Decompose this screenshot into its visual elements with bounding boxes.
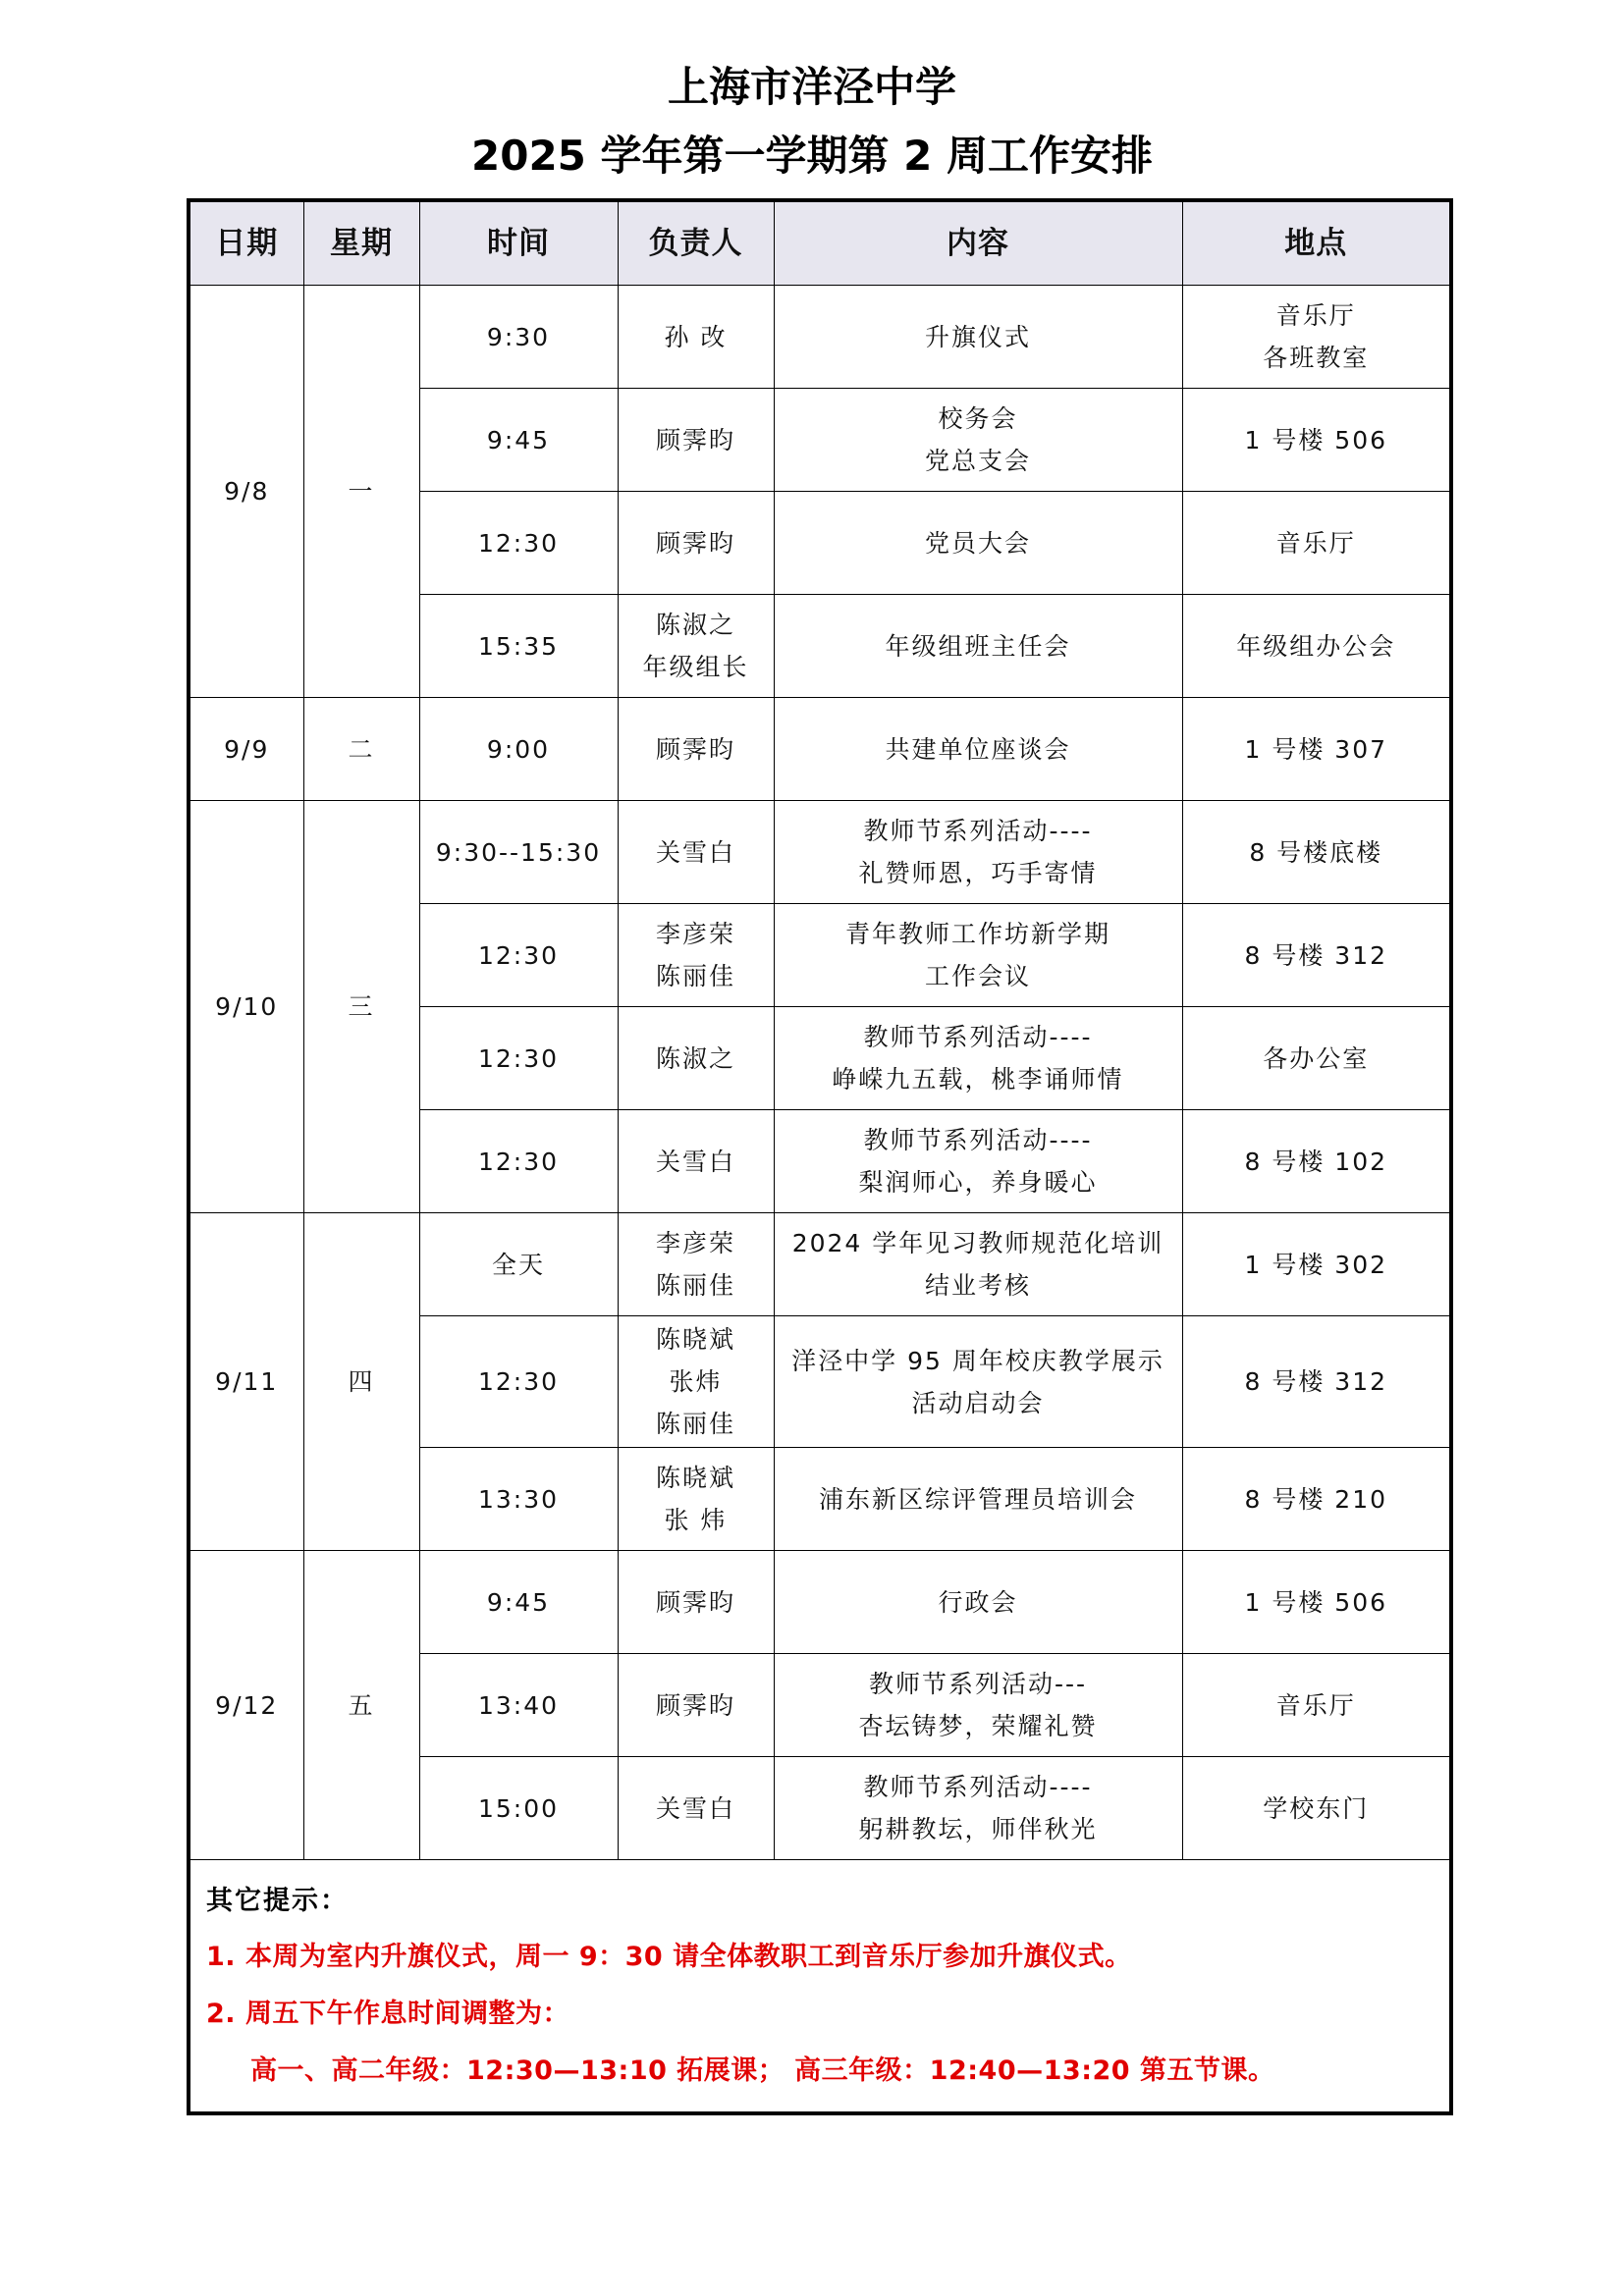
place-cell: [1182, 1110, 1451, 1213]
time-cell: 12:30: [419, 492, 618, 595]
place-cell-line: 音乐厅: [1275, 301, 1356, 330]
place-cell-line: 8 号楼底楼: [1249, 837, 1383, 867]
content-cell-line: 礼赞师恩，巧手寄情: [858, 859, 1098, 887]
time-cell: 12:30: [419, 1110, 618, 1213]
person-cell-line: 陈晓斌: [655, 1325, 735, 1354]
person-cell: [618, 1551, 774, 1654]
header-content: 内容: [774, 200, 1182, 286]
time-cell: 12:30: [419, 1007, 618, 1110]
content-cell-line: 教师节系列活动----: [863, 1773, 1093, 1801]
person-cell-line: 关雪白: [655, 837, 735, 867]
place-cell: [1182, 1757, 1451, 1860]
content-cell: [774, 1007, 1182, 1110]
person-cell-line: 张炜: [669, 1367, 723, 1396]
table-header-row: [189, 200, 1451, 286]
table-row: [189, 1551, 1451, 1654]
notes-cell: [189, 1860, 1451, 2114]
header-time: 时间: [419, 200, 618, 286]
date-cell: 9/12: [189, 1551, 303, 1860]
content-cell-line: 工作会议: [924, 962, 1031, 990]
content-cell-line: 梨润师心，养身暖心: [858, 1168, 1098, 1197]
place-cell: [1182, 389, 1451, 492]
schedule-table: [187, 198, 1453, 2115]
date-cell: 9/8: [189, 286, 303, 698]
person-cell: [618, 1757, 774, 1860]
person-cell-line: 陈晓斌: [655, 1464, 735, 1492]
place-cell-line: 1 号楼 506: [1244, 425, 1388, 454]
notes-row: [189, 1860, 1451, 2114]
place-cell: [1182, 1007, 1451, 1110]
person-cell: [618, 595, 774, 698]
content-cell-line: 峥嵘九五载，桃李诵师情: [832, 1065, 1124, 1094]
place-cell-line: 1 号楼 307: [1244, 734, 1388, 764]
place-cell: [1182, 698, 1451, 801]
weekday-cell: 一: [303, 286, 419, 698]
place-cell-line: 8 号楼 312: [1244, 1367, 1388, 1396]
person-cell: [618, 1110, 774, 1213]
time-cell: 13:40: [419, 1654, 618, 1757]
content-cell: [774, 1316, 1182, 1448]
place-cell-line: 年级组办公会: [1236, 631, 1396, 661]
person-cell: [618, 286, 774, 389]
person-cell-line: 陈丽佳: [655, 1271, 735, 1300]
person-cell-line: 顾霁昀: [655, 425, 735, 454]
content-cell: [774, 904, 1182, 1007]
person-cell-line: 张 炜: [664, 1506, 728, 1534]
page-title: 上海市洋泾中学: [667, 63, 956, 111]
content-cell: [774, 595, 1182, 698]
person-cell-line: 陈丽佳: [655, 1410, 735, 1438]
header-person: 负责人: [618, 200, 774, 286]
place-cell-line: 音乐厅: [1275, 528, 1356, 558]
person-cell: [618, 904, 774, 1007]
place-cell: [1182, 595, 1451, 698]
content-cell-line: 升旗仪式: [924, 322, 1031, 351]
weekday-cell: 四: [303, 1213, 419, 1551]
time-cell: 15:35: [419, 595, 618, 698]
table-row: [189, 286, 1451, 389]
place-cell-line: 1 号楼 302: [1244, 1250, 1388, 1279]
place-cell: [1182, 492, 1451, 595]
content-cell: [774, 389, 1182, 492]
person-cell-line: 陈丽佳: [655, 962, 735, 990]
person-cell: [618, 698, 774, 801]
person-cell: [618, 1213, 774, 1316]
content-cell-line: 年级组班主任会: [885, 631, 1071, 661]
place-cell: [1182, 904, 1451, 1007]
person-cell: [618, 1654, 774, 1757]
content-cell: [774, 286, 1182, 389]
content-cell-line: 浦东新区综评管理员培训会: [818, 1484, 1137, 1514]
table-row: [189, 1213, 1451, 1316]
content-cell-line: 躬耕教坛，师伴秋光: [858, 1815, 1098, 1843]
place-cell: [1182, 801, 1451, 904]
person-cell-line: 李彦荣: [655, 1229, 735, 1257]
content-cell: [774, 492, 1182, 595]
content-cell-line: 校务会: [938, 404, 1018, 433]
content-cell: [774, 1110, 1182, 1213]
person-cell: [618, 1007, 774, 1110]
time-cell: 13:30: [419, 1448, 618, 1551]
time-cell: 15:00: [419, 1757, 618, 1860]
person-cell: [618, 801, 774, 904]
place-cell: [1182, 1654, 1451, 1757]
date-cell: 9/11: [189, 1213, 303, 1551]
content-cell: [774, 1551, 1182, 1654]
place-cell-line: 1 号楼 506: [1244, 1587, 1388, 1617]
person-cell: [618, 492, 774, 595]
place-cell-line: 8 号楼 312: [1244, 940, 1388, 970]
person-cell-line: 孙 改: [664, 322, 728, 351]
place-cell: [1182, 286, 1451, 389]
content-cell: [774, 1448, 1182, 1551]
person-cell-line: 关雪白: [655, 1147, 735, 1176]
content-cell: [774, 801, 1182, 904]
weekday-cell: 五: [303, 1551, 419, 1860]
content-cell-line: 教师节系列活动---: [868, 1670, 1088, 1698]
content-cell: [774, 1213, 1182, 1316]
place-cell: [1182, 1316, 1451, 1448]
person-cell: [618, 1316, 774, 1448]
person-cell: [618, 389, 774, 492]
time-cell: 12:30: [419, 904, 618, 1007]
header-weekday: 星期: [303, 200, 419, 286]
header-place: 地点: [1182, 200, 1451, 286]
weekday-cell: 三: [303, 801, 419, 1213]
content-cell: [774, 1757, 1182, 1860]
time-cell: 9:45: [419, 1551, 618, 1654]
content-cell-line: 教师节系列活动----: [863, 1023, 1093, 1051]
person-cell-line: 顾霁昀: [655, 734, 735, 764]
content-cell-line: 党总支会: [924, 447, 1031, 475]
time-cell: 9:30--15:30: [419, 801, 618, 904]
person-cell-line: 陈淑之: [655, 611, 735, 639]
content-cell-line: 党员大会: [924, 528, 1031, 558]
table-row: [189, 698, 1451, 801]
person-cell-line: 顾霁昀: [655, 1690, 735, 1720]
person-cell-line: 顾霁昀: [655, 528, 735, 558]
place-cell-line: 学校东门: [1263, 1793, 1370, 1823]
time-cell: 12:30: [419, 1316, 618, 1448]
page-subtitle: 2025 学年第一学期第 2 周工作安排: [471, 132, 1153, 180]
person-cell-line: 陈淑之: [655, 1043, 735, 1073]
content-cell-line: 2024 学年见习教师规范化培训: [791, 1229, 1164, 1257]
note-line-1: 1. 本周为室内升旗仪式，周一 9：30 请全体教职工到音乐厅参加升旗仪式。: [206, 1942, 1132, 1972]
content-cell-line: 活动启动会: [911, 1388, 1045, 1417]
place-cell-line: 各班教室: [1263, 344, 1370, 372]
time-cell: 全天: [419, 1213, 618, 1316]
notes-title: 其它提示：: [206, 1886, 349, 1916]
date-cell: 9/10: [189, 801, 303, 1213]
place-cell: [1182, 1213, 1451, 1316]
time-cell: 9:45: [419, 389, 618, 492]
note-line-2: 2. 周五下午作息时间调整为：: [206, 1999, 569, 2029]
table-row: [189, 801, 1451, 904]
weekday-cell: 二: [303, 698, 419, 801]
place-cell-line: 各办公室: [1263, 1043, 1370, 1073]
time-cell: 9:00: [419, 698, 618, 801]
time-cell: 9:30: [419, 286, 618, 389]
content-cell-line: 洋泾中学 95 周年校庆教学展示: [791, 1346, 1164, 1375]
place-cell: [1182, 1551, 1451, 1654]
place-cell: [1182, 1448, 1451, 1551]
content-cell-line: 教师节系列活动----: [863, 817, 1093, 845]
place-cell-line: 8 号楼 210: [1244, 1484, 1388, 1514]
content-cell-line: 行政会: [938, 1587, 1018, 1617]
person-cell-line: 顾霁昀: [655, 1587, 735, 1617]
content-cell: [774, 698, 1182, 801]
content-cell-line: 青年教师工作坊新学期: [844, 920, 1110, 948]
place-cell-line: 8 号楼 102: [1244, 1147, 1388, 1176]
person-cell-line: 关雪白: [655, 1793, 735, 1823]
person-cell: [618, 1448, 774, 1551]
content-cell-line: 结业考核: [924, 1271, 1031, 1300]
header-date: 日期: [189, 200, 303, 286]
person-cell-line: 年级组长: [642, 653, 749, 681]
person-cell-line: 李彦荣: [655, 920, 735, 948]
date-cell: 9/9: [189, 698, 303, 801]
content-cell-line: 教师节系列活动----: [863, 1126, 1093, 1154]
content-cell-line: 杏坛铸梦，荣耀礼赞: [858, 1712, 1098, 1740]
content-cell: [774, 1654, 1182, 1757]
content-cell-line: 共建单位座谈会: [885, 734, 1071, 764]
place-cell-line: 音乐厅: [1275, 1690, 1356, 1720]
note-line-3: 高一、高二年级：12:30—13:10 拓展课； 高三年级：12:40—13:20 第五节课。: [250, 2056, 1275, 2086]
